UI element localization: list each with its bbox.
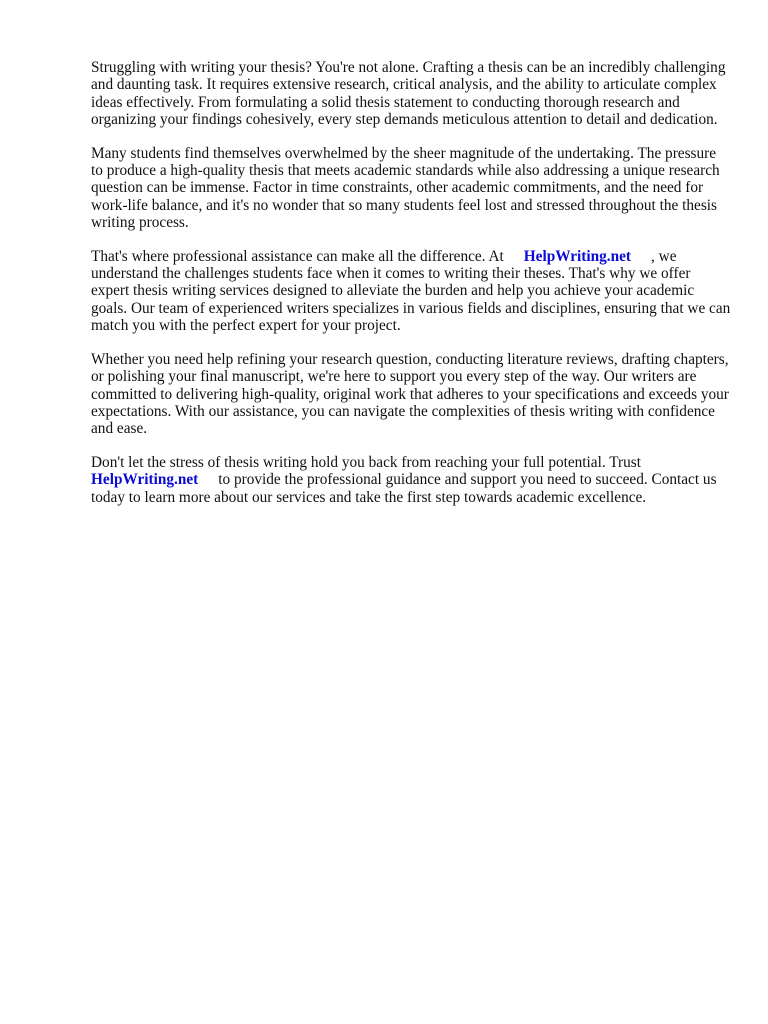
paragraph-intro xyxy=(91,59,731,129)
paragraph-assistance-rest: , we understand the challenges students face when it comes to writing their theses. That's why we offer expert thesis writing services designed to alleviate the burden and help you achieve your academic goals. Our team of experienced writers specializes in various fields and disciplines, ensuring that we can match you with the perfect expert for your project. xyxy=(91,247,731,335)
paragraph-overwhelmed-text: Many students find themselves overwhelmed by the sheer magnitude of the undertaking. The pressure to produce a high-quality thesis that meets academic standards while also addressing a unique research question can be immense. Factor in time constraints, other academic commitments, and the need for work-life balance, and it's no wonder that so many students feel lost and stressed throughout the thesis writing process. xyxy=(91,144,720,232)
helpwriting-link-cta[interactable]: HelpWriting.net xyxy=(91,471,199,489)
paragraph-intro-text: Struggling with writing your thesis? You're not alone. Crafting a thesis can be an incredibly challenging and daunting task. It requires extensive research, critical analysis, and the ability to articulate complex ideas effectively. From formulating a solid thesis statement to conducting thorough research and organizing your findings cohesively, every step demands meticulous attention to detail and dedication. xyxy=(91,59,726,129)
paragraph-support-text: Whether you need help refining your research question, conducting literature reviews, drafting chapters, or polishing your final manuscript, we're here to support you every step of the way. Our writers are committed to delivering high-quality, original work that adheres to your specifications and exceeds your expectations. With our assistance, you can navigate the complexities of thesis writing with confidence and ease. xyxy=(91,350,729,438)
paragraph-cta-rest: to provide the professional guidance and support you need to succeed. Contact us today to learn more about our services and take the first step towards academic excellence. xyxy=(91,471,717,506)
paragraph-cta-lead: Don't let the stress of thesis writing hold you back from reaching your full potential. Trust xyxy=(91,453,641,471)
paragraph-assistance xyxy=(91,248,731,335)
paragraph-call-to-action xyxy=(91,454,731,506)
paragraph-support xyxy=(91,351,731,438)
paragraph-assistance-lead: That's where professional assistance can make all the difference. At xyxy=(91,247,504,265)
paragraph-overwhelmed xyxy=(91,145,731,232)
document-body xyxy=(91,59,731,522)
helpwriting-link[interactable]: HelpWriting.net xyxy=(523,247,632,265)
